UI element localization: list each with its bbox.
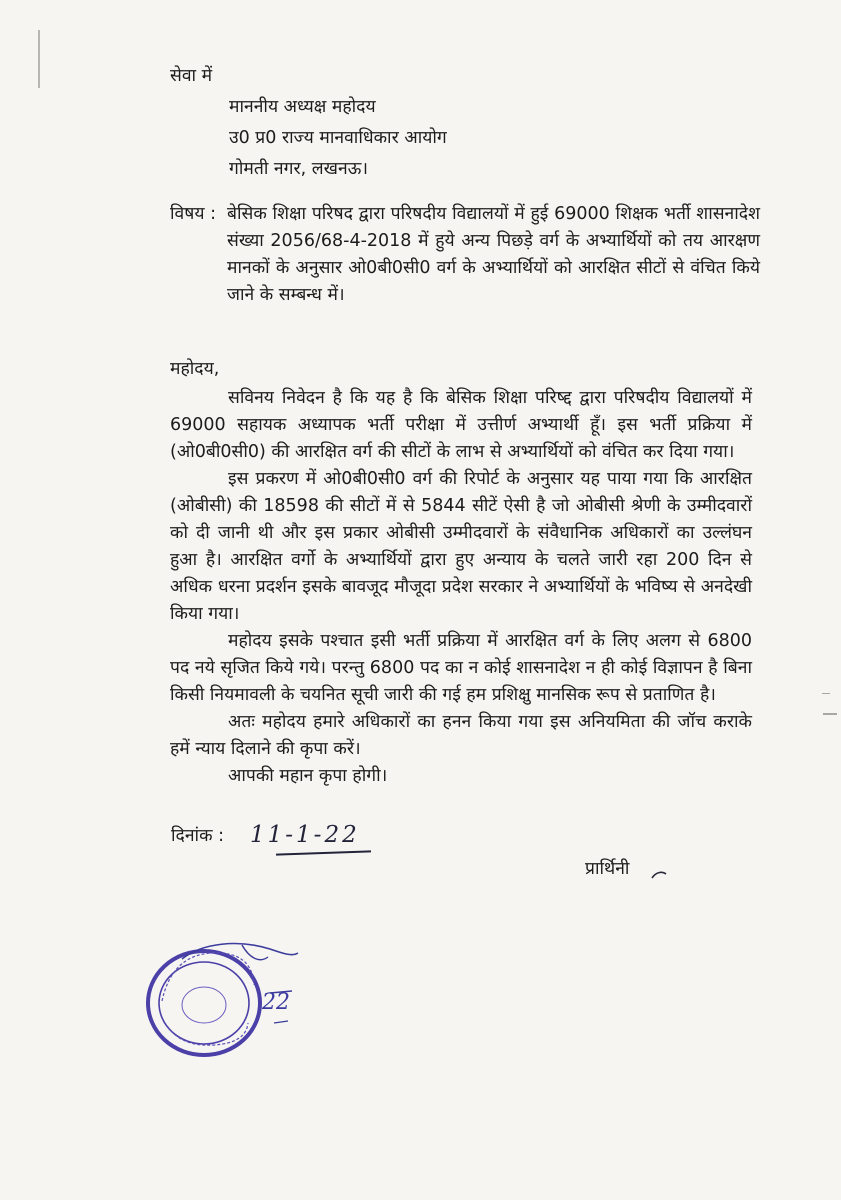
paper-speck — [822, 693, 830, 694]
subject-text: बेसिक शिक्षा परिषद द्वारा परिषदीय विद्यालयों में हुई 69000 शिक्षक भर्ती शासनादेश संख्या 2056/68-4-2018 में हुये अन्य पिछड़े वर्ग के अभ्यार्थियों को तय आरक्षण मानकों के अनुसार ओ0बी0सी0 वर्ग के अभ्यार्थियों को आरक्षित सीटों से वंचित किये जाने के सम्बन्ध में। — [227, 204, 760, 305]
paragraph-4: अतः महोदय हमारे अधिकारों का हनन किया गया इस अनियमिता की जॉच कराके हमें न्याय दिलाने की कृपा करें। — [170, 712, 752, 759]
addressee-line-2: उ0 प्र0 राज्य मानवाधिकार आयोग — [229, 128, 447, 148]
receipt-date-hand: 22 — [262, 990, 290, 1015]
paragraph-1: सविनय निवेदन है कि यह है कि बेसिक शिक्षा परिष्द्द द्वारा परिषदीय विद्यालयों में 69000 सहायक अध्यापक भर्ती परीक्षा में उत्तीर्ण अभ्यार्थी हूँ। इस भर्ती प्रक्रिया में (ओ0बी0सी0) की आरक्षित वर्ग की सीटों के लाभ से अभ्यार्थियों को वंचित कर दिया गया। — [170, 388, 752, 462]
greeting: महोदय, — [170, 359, 220, 379]
paper-speck — [823, 713, 837, 715]
paragraph-3: महोदय इसके पश्चात इसी भर्ती प्रक्रिया में आरक्षित वर्ग के लिए अलग से 6800 पद नये सृजित किये गये। परन्तु 6800 पद का न कोई शासनादेश न ही कोई विज्ञापन है बिना किसी नियमावली के चयनित सूची जारी की गई हम प्रशिक्षु मानसिक रूप से प्रताणित है। — [170, 631, 752, 705]
addressee-block — [229, 92, 447, 185]
letter-body — [170, 356, 752, 790]
date-underline — [276, 850, 371, 855]
signature-mark — [650, 868, 670, 882]
subject-label: विषय : — [170, 204, 216, 224]
applicant-label: प्रार्थिनी — [585, 859, 630, 879]
addressee-line-3: गोमती नगर, लखनऊ। — [229, 159, 369, 179]
date-label: दिनांक : — [171, 826, 224, 846]
salutation-top: सेवा में — [170, 66, 213, 86]
paragraph-2: इस प्रकरण में ओ0बी0सी0 वर्ग की रिपोर्ट के अनुसार यह पाया गया कि आरक्षित (ओबीसी) की 18598 की सीटों में से 5844 सीटें ऐसी है जो ओबीसी श्रेणी के उम्मीदवारों को दी जानी थी और इस प्रकार ओबीसी उम्मीदवारों के संवैधानिक अधिकारों का उल्लंघन हुआ है। आरक्षित वर्गो के अभ्यार्थियों द्वारा हुए अन्याय के चलते जारी रहा 200 दिन से अधिक धरना प्रदर्शन इसके बावजूद मौजूदा प्रदेश सरकार ने अभ्यार्थियों के भविष्य से अनदेखी किया गया। — [170, 469, 752, 624]
closing-line: आपकी महान कृपा होगी। — [228, 766, 388, 786]
paper-crease — [38, 30, 40, 88]
handwritten-date: 11-1-22 — [250, 822, 360, 848]
addressee-line-1: माननीय अध्यक्ष महोदय — [229, 97, 376, 117]
